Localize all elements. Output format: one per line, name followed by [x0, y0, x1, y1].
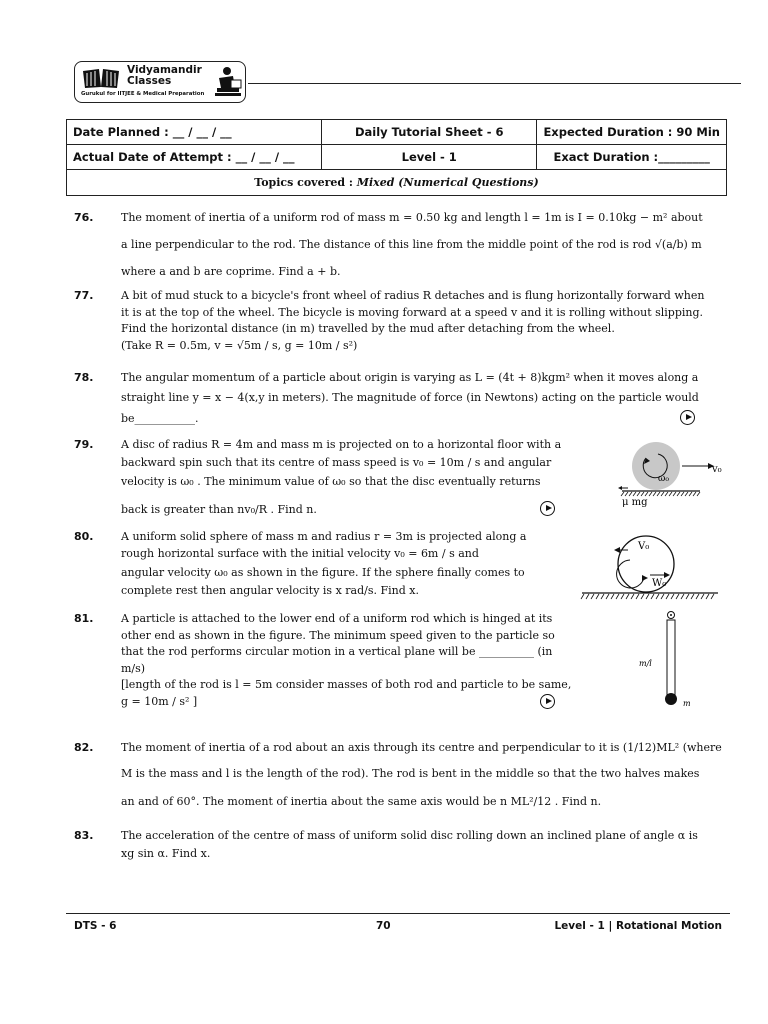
rod-density-label: m/l [639, 659, 652, 668]
question-line: xg sin α. Find x. [121, 847, 211, 860]
question-line: The moment of inertia of a uniform rod of mass m = 0.50 kg and length l = 1m is I = 0.10kg − m² about [121, 211, 703, 224]
video-play-icon[interactable] [680, 410, 695, 425]
sphere-figure [580, 534, 720, 604]
question-line: backward spin such that its centre of mass speed is v₀ = 10m / s and angular [121, 456, 552, 469]
question-line: that the rod performs circular motion in a vertical plane will be __________ (in [121, 645, 553, 658]
question-line: A disc of radius R = 4m and mass m is projected on to a horizontal floor with a [121, 438, 562, 451]
sphere-velocity-label: V₀ [638, 541, 650, 552]
sheet-title: Daily Tutorial Sheet - 6 [322, 120, 537, 145]
question-number: 77. [74, 289, 94, 302]
question-line: velocity is ω₀ . The minimum value of ω₀ so that the disc eventually returns [121, 475, 541, 488]
question-line: Find the horizontal distance (in m) travelled by the mud after detaching from the wheel. [121, 322, 615, 335]
question-line: g = 10m / s² ] [121, 694, 198, 708]
question-line: rough horizontal surface with the initial velocity v₀ = 6m / s and [121, 547, 479, 560]
question-line: The moment of inertia of a rod about an axis through its centre and perpendicular to it is (1/12)ML² (where [121, 741, 722, 754]
question-number: 82. [74, 741, 94, 754]
omega-label: ω₀ [658, 474, 669, 484]
sheet-info-table [66, 119, 727, 196]
topics-covered [67, 170, 727, 196]
question-line: The acceleration of the centre of mass of uniform solid disc rolling down an inclined plane of angle α is [121, 829, 698, 842]
disc-spin-figure [618, 442, 730, 508]
topics-label: Topics covered : [254, 176, 353, 189]
question-line: A uniform solid sphere of mass m and radius r = 3m is projected along a [121, 530, 527, 543]
particle-mass-label: m [683, 699, 691, 708]
question-number: 78. [74, 371, 94, 384]
question-line: straight line y = x − 4(x,y in meters). The magnitude of force (in Newtons) acting on the particle would [121, 391, 699, 404]
question-number: 76. [74, 211, 94, 224]
footer-level-topic: Level - 1 | Rotational Motion [554, 920, 722, 932]
question-line: a line perpendicular to the rod. The distance of this line from the middle point of the rod is rod √(a/b) m [121, 238, 702, 251]
question-line: (Take R = 0.5m, v = √5m / s, g = 10m / s²) [121, 338, 358, 352]
question-line: other end as shown in the figure. The minimum speed given to the particle so [121, 628, 555, 642]
question-line: complete rest then angular velocity is x rad/s. Find x. [121, 584, 419, 597]
question-line: where a and b are coprime. Find a + b. [121, 265, 341, 278]
expected-duration: Expected Duration : 90 Min [537, 120, 727, 145]
actual-date: Actual Date of Attempt : __ / __ / __ [67, 145, 322, 170]
sphere-omega-label: W₀ [652, 578, 667, 589]
question-number: 83. [74, 829, 94, 842]
hinged-rod-figure [636, 610, 696, 710]
question-line: back is greater than nv₀/R . Find n. [121, 503, 317, 516]
date-planned: Date Planned : __ / __ / __ [67, 120, 322, 145]
logo-name-line2: Classes [127, 75, 172, 87]
header-rule [248, 83, 741, 84]
question-line: M is the mass and l is the length of the rod). The rod is bent in the middle so that the two halves makes [121, 767, 700, 780]
level: Level - 1 [322, 145, 537, 170]
footer-rule [66, 913, 730, 914]
question-line: angular velocity ω₀ as shown in the figure. If the sphere finally comes to [121, 566, 525, 579]
question-number: 80. [74, 530, 94, 543]
question-line: A particle is attached to the lower end of a uniform rod which is hinged at its [121, 612, 553, 625]
friction-label: μ mg [622, 497, 648, 508]
logo-name-line1: Vidyamandir [127, 64, 202, 76]
question-line: be___________. [121, 412, 199, 425]
question-number: 79. [74, 438, 94, 451]
question-line: The angular momentum of a particle about origin is varying as L = (4t + 8)kgm² when it moves along a [121, 371, 699, 384]
question-number: 81. [74, 612, 94, 625]
logo [74, 61, 246, 103]
video-play-icon[interactable] [540, 694, 555, 709]
question-line: [length of the rod is l = 5m consider masses of both rod and particle to be same, [121, 678, 572, 691]
topics-value: Mixed (Numerical Questions) [356, 176, 539, 189]
page-number: 70 [376, 920, 391, 932]
video-play-icon[interactable] [540, 501, 555, 516]
exact-duration: Exact Duration :_________ [537, 145, 727, 170]
footer-sheet-code: DTS - 6 [74, 920, 117, 932]
question-line: it is at the top of the wheel. The bicycle is moving forward at a speed v and it is rolling without slipping. [121, 305, 704, 319]
reader-logo-icon [213, 66, 243, 98]
book-logo-icon [81, 67, 121, 89]
question-line: an and of 60°. The moment of inertia about the same axis would be n ML²/12 . Find n. [121, 795, 602, 808]
question-line: A bit of mud stuck to a bicycle's front wheel of radius R detaches and is flung horizontally forward when [121, 289, 705, 302]
velocity-label: v₀ [712, 464, 722, 475]
logo-tagline: Gurukul for IITJEE & Medical Preparation [81, 91, 205, 97]
question-line: m/s) [121, 661, 146, 675]
